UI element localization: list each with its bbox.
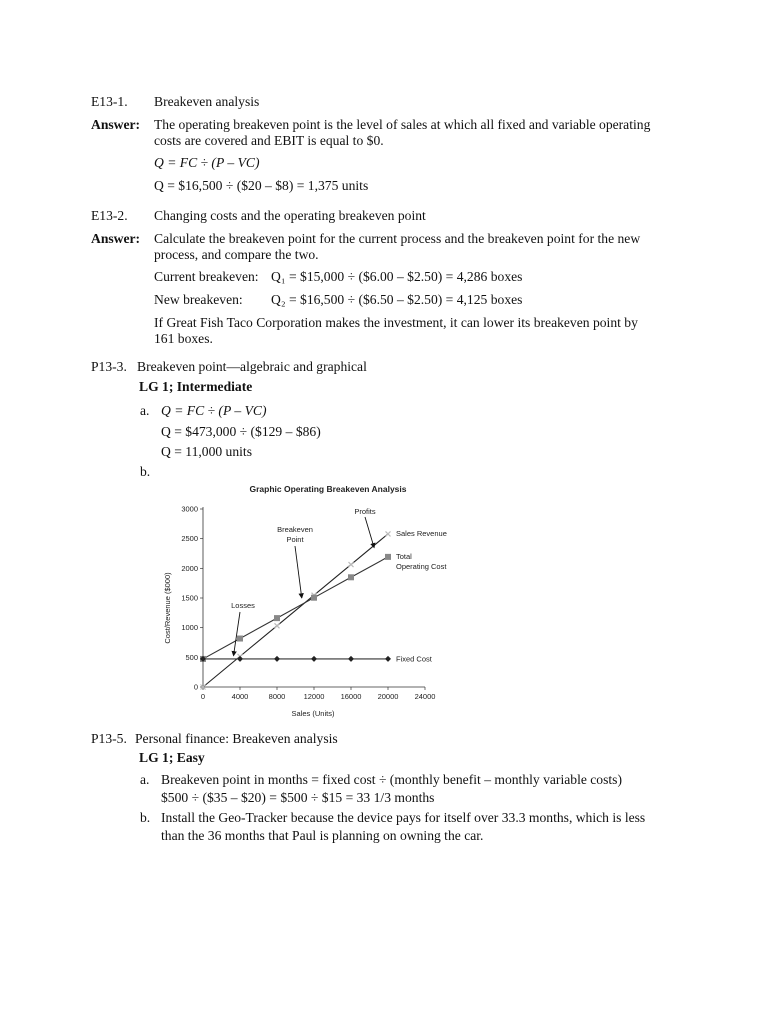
total-cost-point <box>385 554 391 560</box>
e13-2-conclusion-line2: 161 boxes. <box>154 331 213 346</box>
chart-x-axis-label: Sales (Units) <box>291 709 335 718</box>
x-tick-label: 8000 <box>268 692 286 701</box>
e13-1-title: Breakeven analysis <box>154 94 260 109</box>
x-tick-label: 20000 <box>377 692 399 701</box>
p13-5-id: P13-5. <box>91 731 127 746</box>
breakeven-arrow <box>295 546 302 598</box>
e13-2-current-label: Current breakeven: <box>154 269 259 284</box>
e13-1-calc: Q = $16,500 ÷ ($20 – $8) = 1,375 units <box>154 178 369 193</box>
fixed-cost-point <box>237 656 243 662</box>
sales-revenue-point <box>275 623 280 628</box>
breakeven-chart <box>150 478 456 718</box>
label-fixed-cost: Fixed Cost <box>396 654 432 664</box>
chart-series <box>203 534 388 687</box>
e13-2-answer-line2: process, and compare the two. <box>154 247 319 262</box>
total-cost-point <box>311 595 317 601</box>
fixed-cost-point <box>348 656 354 662</box>
e13-1-answer-line2: costs are covered and EBIT is equal to $0. <box>154 133 384 148</box>
e13-2-new-calc: Q₂ = $16,500 ÷ ($6.50 – $2.50) = 4,125 boxes <box>271 292 523 307</box>
p13-3-a-result: Q = 11,000 units <box>161 444 252 459</box>
e13-2-answer-label: Answer: <box>91 231 141 246</box>
x-tick-label: 4000 <box>231 692 249 701</box>
p13-3-title: Breakeven point—algebraic and graphical <box>137 359 367 374</box>
p13-3-a-formula: Q = FC ÷ (P – VC) <box>161 403 267 418</box>
e13-2-new-label: New breakeven: <box>154 292 243 307</box>
e13-1-formula: Q = FC ÷ (P – VC) <box>154 155 260 170</box>
annotation-profits: Profits <box>354 507 376 516</box>
fixed-cost-point <box>274 656 280 662</box>
label-sales-revenue: Sales Revenue <box>396 528 447 538</box>
annotation-breakeven-line1: Breakeven <box>277 525 313 534</box>
y-tick-label: 0 <box>193 682 198 692</box>
e13-1-answer-label: Answer: <box>91 117 141 132</box>
sales-revenue-point <box>349 562 354 567</box>
p13-3-a-label: a. <box>140 403 150 418</box>
total-cost-point <box>348 574 354 580</box>
y-tick-label: 3000 <box>181 504 198 514</box>
y-tick-label: 1000 <box>181 623 198 633</box>
x-tick-label: 12000 <box>303 692 325 701</box>
y-tick-label: 1500 <box>181 593 198 603</box>
x-tick-label: 0 <box>200 692 206 701</box>
p13-3-b-label: b. <box>140 464 151 479</box>
p13-5-a-label: a. <box>140 772 150 787</box>
e13-2-answer-line1: Calculate the breakeven point for the current process and the breakeven point for the new <box>154 231 641 246</box>
chart-labels <box>231 507 447 663</box>
y-tick-label: 2500 <box>181 534 198 544</box>
total-cost-point <box>237 636 243 642</box>
p13-3-level: LG 1; Intermediate <box>139 379 253 394</box>
e13-2-title: Changing costs and the operating breakeven point <box>154 208 426 223</box>
p13-5-b-line2: than the 36 months that Paul is planning on owning the car. <box>161 828 484 843</box>
e13-2-id: E13-2. <box>91 208 128 223</box>
p13-3-a-calc: Q = $473,000 ÷ ($129 – $86) <box>161 424 321 439</box>
fixed-cost-point <box>311 656 317 662</box>
e13-1-id: E13-1. <box>91 94 128 109</box>
p13-5-b-label: b. <box>140 810 151 825</box>
p13-5-a-line2: $500 ÷ ($35 – $20) = $500 ÷ $15 = 33 1/3 months <box>161 790 435 805</box>
x-tick-label: 16000 <box>340 692 362 701</box>
label-total-cost-line1: Total <box>396 551 412 561</box>
x-tick-label: 24000 <box>414 692 436 701</box>
profits-arrow <box>365 517 374 548</box>
annotation-breakeven-point-line2: Point <box>286 535 304 544</box>
chart-y-axis-label: Cost/Revenue ($000) <box>163 572 172 644</box>
e13-2-conclusion-line1: If Great Fish Taco Corporation makes the investment, it can lower its breakeven point by <box>154 315 638 330</box>
p13-5-b-line1: Install the Geo-Tracker because the device pays for itself over 33.3 months, which is less <box>161 810 646 825</box>
label-total-cost-line2: Operating Cost <box>396 561 447 571</box>
y-tick-label: 2000 <box>181 563 198 573</box>
losses-arrow <box>234 612 240 656</box>
p13-3-id: P13-3. <box>91 359 127 374</box>
p13-5-level: LG 1; Easy <box>139 750 205 765</box>
sales-revenue-point <box>386 531 391 536</box>
series-line-sales-revenue <box>203 534 388 687</box>
p13-5-title: Personal finance: Breakeven analysis <box>135 731 338 746</box>
fixed-cost-point <box>385 656 391 662</box>
total-cost-point <box>274 615 280 621</box>
p13-5-a-line1: Breakeven point in months = fixed cost ÷ (monthly benefit – monthly variable costs) <box>161 772 622 787</box>
e13-2-current-calc: Q₁ = $15,000 ÷ ($6.00 – $2.50) = 4,286 boxes <box>271 269 523 284</box>
annotation-losses: Losses <box>231 601 255 610</box>
y-tick-label: 500 <box>185 652 198 662</box>
e13-1-answer-line1: The operating breakeven point is the level of sales at which all fixed and variable operating <box>154 117 651 132</box>
chart-title: Graphic Operating Breakeven Analysis <box>249 484 407 494</box>
